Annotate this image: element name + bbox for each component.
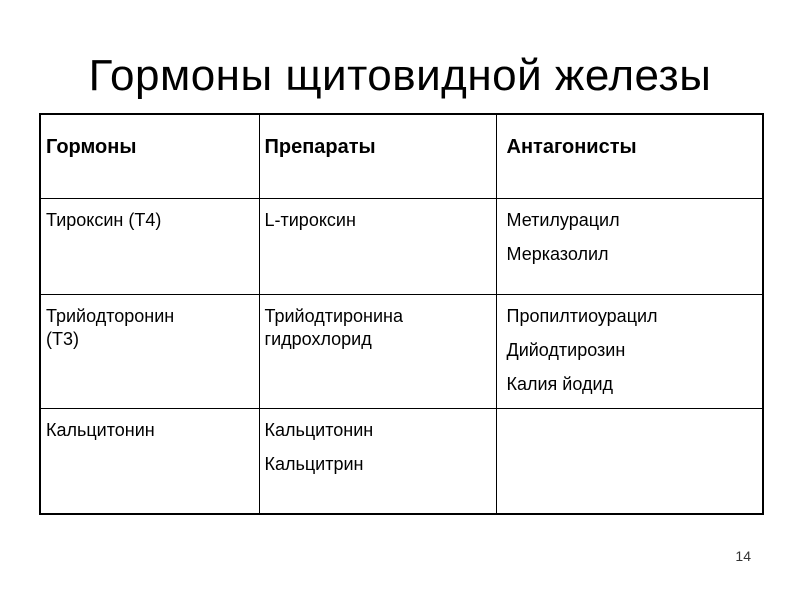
- cell-antagonists: [496, 294, 763, 408]
- cell-drugs: [259, 408, 496, 514]
- cell-text: Кальцитонин: [46, 419, 155, 440]
- cell-text: Трийодторонин: [46, 305, 175, 326]
- cell-text: Пропилтиоурацил: [506, 305, 658, 326]
- cell-hormone: [40, 198, 259, 294]
- cell-text: Калия йодид: [506, 373, 614, 394]
- cell-text: Дийодтирозин: [506, 339, 626, 360]
- cell-text: (Т3): [46, 328, 79, 349]
- cell-antagonists-empty: [496, 408, 763, 514]
- cell-text: Трийодтиронина: [264, 305, 403, 326]
- table-row: [40, 408, 763, 514]
- table-row: [40, 198, 763, 294]
- cell-antagonists: [496, 198, 763, 294]
- column-header-hormones: Гормоны: [40, 114, 259, 198]
- cell-drugs: [259, 198, 496, 294]
- column-header-drugs: Препараты: [259, 114, 496, 198]
- table-row: [40, 294, 763, 408]
- cell-text: L-тироксин: [264, 209, 356, 230]
- cell-text: Мерказолил: [506, 243, 609, 264]
- cell-text: гидрохлорид: [264, 328, 372, 349]
- slide-title: Гормоны щитовидной железы: [88, 51, 712, 100]
- cell-text: Метилурацил: [506, 209, 620, 230]
- page-number: 14: [735, 548, 751, 564]
- column-header-antagonists: Антагонисты: [496, 114, 763, 198]
- cell-text: Тироксин (Т4): [46, 209, 162, 230]
- cell-drugs: [259, 294, 496, 408]
- hormone-table: [39, 113, 764, 515]
- cell-text: Кальцитонин: [264, 419, 374, 440]
- table-header-row: [40, 114, 763, 198]
- cell-hormone: [40, 294, 259, 408]
- cell-text: Кальцитрин: [264, 453, 364, 474]
- cell-hormone: [40, 408, 259, 514]
